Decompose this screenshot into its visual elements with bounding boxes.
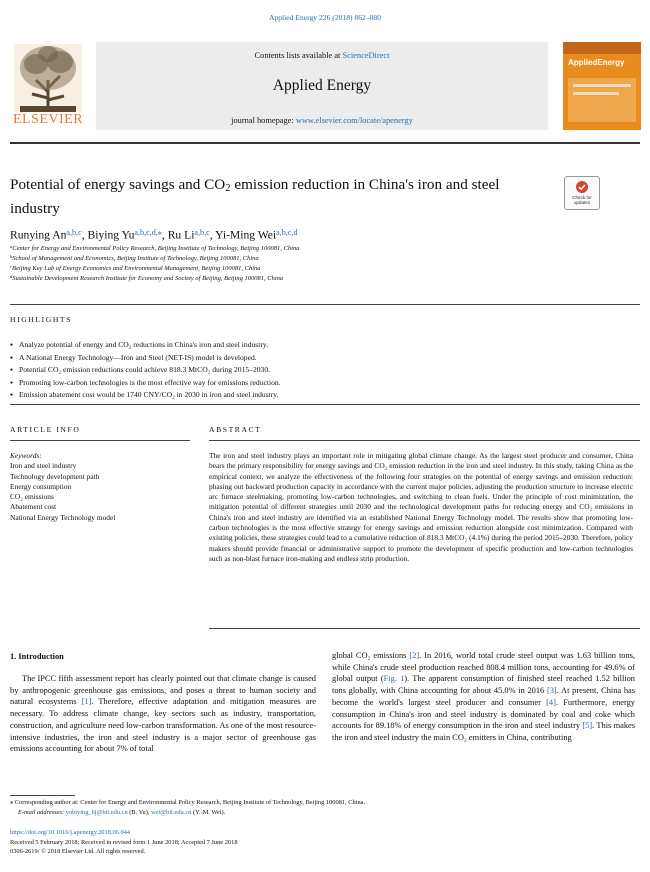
contents-line xyxy=(96,51,548,60)
text-run: global CO₂ emissions xyxy=(332,651,410,660)
journal-masthead xyxy=(96,42,548,130)
footnotes xyxy=(10,798,630,817)
affiliation-text: Center for Energy and Environmental Policy Research, Beijing Institute of Technology, Beijing 100081, China xyxy=(12,245,300,253)
article-info-heading: ARTICLE INFO xyxy=(10,425,81,434)
reference-link[interactable]: [5] xyxy=(582,721,593,731)
title-subscript: 2 xyxy=(225,183,231,195)
keyword: Technology development path xyxy=(10,471,100,481)
publisher-name: ELSEVIER xyxy=(12,112,84,127)
text-run: . Therefore, effective adaptation and mitigation measures are necessary. To address climate change, key sectors such as industry, transportation, construction, and agriculture need low-carbon transformation. As one of the most resource-intensive industries, the iron and steel industry is a major sector of greenhouse gas emissions accounting for about 7% of total xyxy=(10,697,316,754)
author-affiliation-marks[interactable]: a,b,c xyxy=(66,228,82,237)
email-link[interactable]: wei@bit.edu.cn xyxy=(151,808,192,816)
affiliation-mark: c xyxy=(10,264,13,269)
article-title xyxy=(10,175,540,219)
cover-title: AppliedEnergy xyxy=(568,58,625,67)
affiliation xyxy=(10,264,261,272)
homepage-prefix: journal homepage: xyxy=(231,116,296,125)
affiliation-mark: b xyxy=(10,254,13,259)
author-name[interactable]: Ru Li xyxy=(167,228,195,242)
abstract-bottom-rule xyxy=(209,628,640,629)
elsevier-logo xyxy=(10,40,86,130)
intro-paragraph-left xyxy=(10,673,316,755)
text-run: ). The apparent consumption of finished steel reached 1.52 billion tons globally, with China accounting for about 45.0% in 2016 xyxy=(332,674,635,696)
author-separator: , xyxy=(209,228,216,242)
reference-link[interactable]: [4] xyxy=(546,697,556,707)
reference-link[interactable]: [3] xyxy=(546,686,557,696)
highlight-item: ● A National Energy Technology—Iron and Steel (NET-IS) model is developed. xyxy=(10,352,630,365)
header-divider xyxy=(10,142,640,144)
text-run: . This makes the iron and steel industry the main CO₂ emitters in China, contributing xyxy=(332,721,635,742)
email-label: E-mail addresses: xyxy=(18,808,66,816)
introduction-heading: 1. Introduction xyxy=(10,652,64,661)
journal-title: Applied Energy xyxy=(272,77,372,94)
author-affiliation-marks[interactable]: a,b,c xyxy=(194,228,210,237)
reference-link[interactable]: [2] xyxy=(409,651,420,660)
text-run: . At present, China has become the world's largest steel producer and consumer xyxy=(332,686,636,707)
text-run: . In 2016, world total crude steel output was 1.63 billion tons, while China's crude steel production reached 808.4 million tons, accounting for 49.6% of global output ( xyxy=(332,651,635,684)
text-run: . Furthermore, energy consumption in China's iron and steel industry is dominated by coal and coke which accounts for 89.18% of energy consumption in the iron and steel industry xyxy=(332,697,635,731)
author-affiliation-marks[interactable]: a,b,c,d,⁎ xyxy=(134,228,162,237)
keywords-block xyxy=(10,451,190,523)
author-name[interactable]: Yi-Ming Wei xyxy=(215,228,277,242)
email-link[interactable]: yubiying_bj@bit.edu.cn xyxy=(65,808,128,816)
highlight-item: ● Promoting low-carbon technologies is the most effective way for emissions reduction. xyxy=(10,377,630,390)
affiliation xyxy=(10,254,259,262)
abstract-top-rule xyxy=(209,440,640,441)
abstract-heading: ABSTRACT xyxy=(209,425,262,434)
journal-citation-link[interactable]: Applied Energy 226 (2018) 862–880 xyxy=(268,13,382,22)
footnote-rule xyxy=(10,795,75,796)
author-name[interactable]: Biying Yu xyxy=(87,228,135,242)
keyword: Abatement cost xyxy=(10,502,57,512)
article-metadata xyxy=(10,828,630,857)
article-info-rule xyxy=(10,440,190,441)
highlight-item: ● Potential CO₂ emission reductions could achieve 818.3 MtCO₂ during 2015–2030. xyxy=(10,364,630,377)
author-affiliation-marks[interactable]: a,b,c,d xyxy=(276,228,298,237)
highlights-list xyxy=(10,339,630,402)
author-separator: , xyxy=(81,228,88,242)
affiliation-text: Beijing Key Lab of Energy Economics and Environmental Management, Beijing 100081, China xyxy=(12,265,261,273)
highlight-item: ● Emission abatement cost would be 1740 CNY/CO₂ in 2030 in iron and steel industry. xyxy=(10,389,630,402)
contents-prefix: Contents lists available at xyxy=(254,51,343,60)
affiliation-mark: a xyxy=(10,244,13,249)
received-dates: Received 5 February 2018; Received in revised form 1 June 2018; Accepted 7 June 2018 xyxy=(10,838,238,846)
keyword: National Energy Technology model xyxy=(10,512,116,522)
author-separator: , xyxy=(161,228,168,242)
highlights-heading: HIGHLIGHTS xyxy=(10,315,72,324)
homepage-line xyxy=(96,116,548,125)
affiliation xyxy=(10,274,283,282)
doi-link[interactable]: https://doi.org/10.1016/j.apenergy.2018.06.044 xyxy=(10,829,131,836)
intro-paragraph-right xyxy=(332,650,635,744)
highlights-bottom-rule xyxy=(10,404,640,405)
affiliation xyxy=(10,244,299,252)
author-name[interactable]: Runying An xyxy=(10,228,67,242)
highlights-top-rule xyxy=(10,304,640,305)
check-updates-label: Check for updates xyxy=(572,195,592,205)
title-part-1: Potential of energy savings and CO xyxy=(10,176,226,193)
reference-link[interactable]: [1] xyxy=(81,697,92,707)
title-part-2: emission reduction in China's iron and steel industry xyxy=(10,176,500,218)
corresponding-author-note: ⁎ Corresponding author at: Center for Energy and Environmental Policy Research, Beijing Institute of Technology, Beijing 100081, China. xyxy=(10,799,366,806)
affiliation-text: Sustainable Development Research Institute for Economy and Society of Beijing, Beijing 100081, China xyxy=(12,275,284,283)
text-run: The IPCC fifth assessment report has clearly pointed out that climate change is caused by anthropogenic greenhouse gas emissions, and poses a threat to human society and natural ecosystems xyxy=(10,674,316,707)
journal-cover-image[interactable] xyxy=(563,42,641,130)
check-updates-icon xyxy=(575,180,589,194)
email-owner: (B. Yu), xyxy=(127,808,152,816)
email-owner: (Y.-M. Wei). xyxy=(191,808,226,816)
author-list xyxy=(10,227,610,242)
abstract-text: The iron and steel industry plays an important role in mitigating global climate change. As the largest steel producer and consumer, China bears the primary responsibility for energy savings and CO₂ emission reduction in the iron and steel industry. In this study, taking China as the empirical context, we analyze the effectiveness of the following four strategies on the potential of energy savings and emission reduction: phasing out backward production capacity in accordance with the current major policies, adjusting the production structure to increase electric arc furnace steelmaking, promoting low-carbon technologies, and switching to clean fuels. Under the principle of cost minimization, the mitigation potential of different strategies until 2030 and the technological development paths for reducing energy and CO₂ emissions in China's iron and steel industry are identified via an established National Energy Technology model. The results show that promoting low-carbon technologies is the most effective strategy for energy savings and emission reduction alongside cost minimization. Compared with existing policies, these strategies could lead to a cumulative reduction of 818.3 MtCO₂ (4.1%) during the period 2015–2030. Therefore, policy makers should provide financial or administrative support to promote the development of specific production and low-carbon technologies such as non-blast furnace iron-making and endless strip production. xyxy=(209,451,633,563)
highlight-item: ● Analyze potential of energy and CO₂ reductions in China's iron and steel industry. xyxy=(10,339,630,352)
sciencedirect-link[interactable]: ScienceDirect xyxy=(342,51,390,60)
affiliation-text: School of Management and Economics, Beijing Institute of Technology, Beijing 100081, China xyxy=(12,255,259,263)
figure-link[interactable]: Fig. 1 xyxy=(383,674,405,684)
keyword: CO₂ emissions xyxy=(10,492,54,502)
email-line xyxy=(10,808,630,818)
affiliation-mark: d xyxy=(10,274,13,279)
homepage-link[interactable]: www.elsevier.com/locate/apenergy xyxy=(295,116,413,125)
keyword: Iron and steel industry xyxy=(10,461,77,471)
keywords-label: Keywords: xyxy=(10,451,42,460)
check-for-updates-badge[interactable] xyxy=(564,176,600,210)
keyword: Energy consumption xyxy=(10,481,72,491)
copyright-line: 0306-2619/ © 2018 Elsevier Ltd. All rights reserved. xyxy=(10,848,146,855)
